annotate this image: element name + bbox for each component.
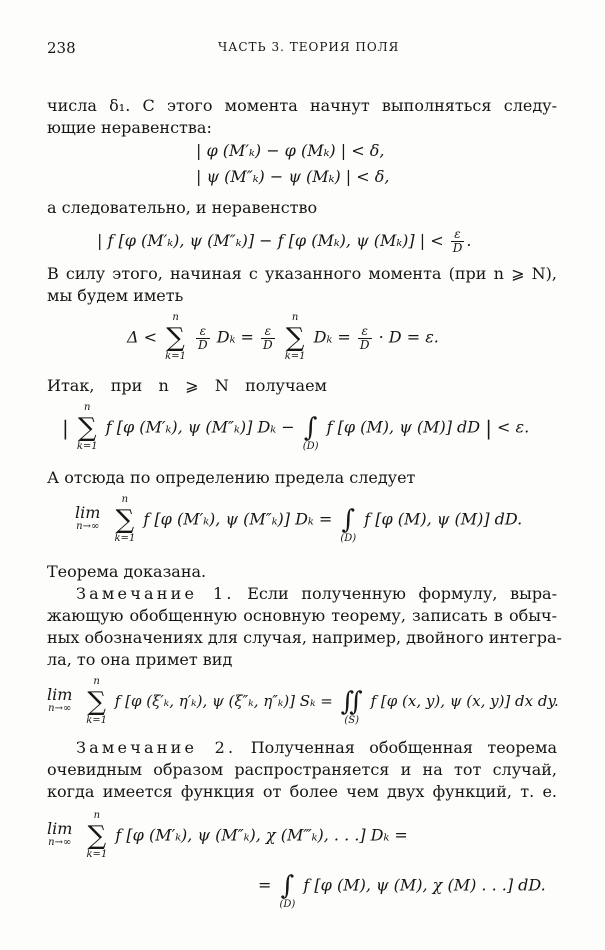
text-line: мы будем иметь: [47, 286, 184, 305]
formula-limit-3: [47, 810, 408, 862]
text-line: а следовательно, и неравенство: [47, 198, 318, 217]
limit-operator: [47, 819, 73, 850]
remark-label: Замечание 1.: [76, 584, 235, 603]
integral-lower: (S): [344, 715, 360, 726]
text-line: ных обозначениях для случая, например, двойного интегра-: [47, 628, 562, 647]
sum-symbol: ∑: [166, 323, 185, 353]
double-integral-operator: [341, 676, 363, 728]
page-number: 238: [47, 39, 76, 57]
text-line: очевидным образом распространяется и на тот случай,: [47, 760, 557, 779]
inequality-psi: | ψ (M″ₖ) − ψ (Mₖ) | < δ,: [196, 167, 390, 186]
sum-operator: [115, 494, 136, 546]
integral-symbol: ∫: [280, 871, 295, 901]
sum-lower: k=1: [284, 351, 306, 362]
formula-limit-1: [75, 494, 522, 546]
limit-body: f [φ (ξ′ₖ, η′ₖ), ψ (ξ″ₖ, η″ₖ)] Sₖ =: [114, 692, 333, 710]
running-title: ЧАСТЬ 3. ТЕОРИЯ ПОЛЯ: [218, 40, 400, 54]
sum-operator: [285, 312, 306, 364]
integral-lower: (D): [340, 533, 357, 544]
limit-body: f [φ (M′ₖ), ψ (M″ₖ), χ (M‴ₖ), . . .] Dₖ =: [115, 825, 408, 845]
numerator: ε: [196, 325, 210, 339]
inequality-f-body: | f [φ (M′ₖ), ψ (M″ₖ)] − f [φ (Mₖ), ψ (Mₖ)] | <: [97, 231, 444, 250]
fraction-eps-over-D: [196, 325, 210, 352]
text-line: ющие неравенства:: [47, 118, 212, 137]
text-line: Итак, при n ⩾ N получаем: [47, 376, 327, 395]
remark-text: Полученная обобщенная теорема: [250, 738, 558, 757]
lim-sub: n→∞: [48, 703, 72, 714]
formula-delta-sum: [127, 312, 439, 364]
sum-symbol: ∑: [87, 687, 106, 717]
fraction-eps-over-D: [358, 325, 372, 352]
denominator: D: [359, 337, 370, 352]
sum-upper: n: [172, 312, 179, 323]
text-line: жающую обобщенную основную теорему, записать в обыч-: [47, 606, 557, 625]
lim-word: lim: [47, 685, 73, 704]
integral-lower: (D): [279, 899, 296, 910]
equals-sign: =: [258, 875, 272, 895]
page-header: [0, 39, 605, 59]
remark-label: Замечание 2.: [76, 738, 237, 757]
abs-bar: |: [485, 416, 492, 440]
sum-lower: k=1: [114, 533, 136, 544]
term-Dk: Dₖ =: [313, 327, 351, 347]
fraction-eps-over-D: [261, 325, 275, 352]
limit-rhs: f [φ (M), ψ (M), χ (M) . . .] dD.: [303, 875, 546, 895]
sum-upper: n: [93, 810, 101, 821]
lim-word: lim: [75, 503, 101, 522]
sum-upper: n: [84, 402, 91, 413]
text-line: А отсюда по определению предела следует: [47, 468, 416, 487]
numerator: ε: [451, 228, 465, 242]
fraction-eps-over-D: [451, 228, 465, 255]
sum-symbol: ∑: [77, 413, 97, 443]
remark-text: Если полученную формулу, выра-: [247, 584, 558, 603]
delta-lt: Δ <: [127, 327, 158, 347]
limit-body: f [φ (M′ₖ), ψ (M″ₖ)] Dₖ =: [143, 509, 333, 529]
sum-symbol: ∑: [285, 323, 305, 353]
sum-upper: n: [93, 676, 100, 687]
text-line: Теорема доказана.: [47, 562, 207, 581]
sum-operator: [86, 676, 107, 728]
term-Dk: Dₖ =: [216, 327, 254, 347]
inequality-f: | f [φ (M′ₖ), ψ (M″ₖ)] − f [φ (Mₖ), ψ (Mₖ)] | < $\frac{\varepsilon}{D}$ .: [97, 227, 472, 255]
formula-sum-minus-integral: [62, 402, 529, 454]
integral-operator: [303, 402, 319, 454]
text-line: [76, 738, 557, 758]
integral-operator: [280, 860, 296, 912]
lim-word: lim: [47, 819, 73, 838]
sum-symbol: ∑: [87, 821, 107, 851]
text-line: ла, то она примет вид: [47, 650, 233, 669]
inequality-phi: | φ (M′ₖ) − φ (Mₖ) | < δ,: [196, 141, 385, 160]
abs-bar: |: [62, 416, 69, 440]
formula-limit-2: [47, 676, 559, 728]
lim-sub: n→∞: [48, 837, 72, 848]
limit-operator: [75, 503, 101, 534]
term-dot-D: · D = ε.: [378, 327, 439, 347]
integral-body: f [φ (M), ψ (M)] dD: [326, 417, 481, 437]
sum-operator: [77, 402, 98, 454]
limit-rhs: f [φ (x, y), ψ (x, y)] dx dy.: [370, 692, 559, 710]
formula-limit-3-rhs: [258, 860, 546, 912]
limit-rhs: f [φ (M), ψ (M)] dD.: [364, 509, 523, 529]
sum-lower: k=1: [76, 441, 98, 452]
double-integral-symbol: ∬: [340, 687, 363, 717]
integral-symbol: ∫: [303, 413, 318, 443]
lim-sub: n→∞: [76, 521, 100, 532]
text-line: [76, 584, 557, 604]
numerator: ε: [261, 325, 275, 339]
sum-upper: n: [291, 312, 299, 323]
numerator: ε: [358, 325, 372, 339]
limit-operator: [47, 685, 73, 716]
text-line: числа δ₁. С этого момента начнут выполняться следу-: [47, 96, 557, 115]
sum-operator: [165, 312, 186, 364]
sum-body: f [φ (M′ₖ), ψ (M″ₖ)] Dₖ −: [105, 417, 295, 437]
denominator: D: [452, 241, 463, 255]
sum-lower: k=1: [86, 715, 107, 726]
sum-lower: k=1: [165, 351, 186, 362]
denominator: D: [198, 337, 208, 352]
text-line: когда имеется функция от более чем двух функций, т. е.: [47, 782, 557, 801]
sum-lower: k=1: [86, 849, 108, 860]
lt-eps: < ε.: [497, 417, 530, 437]
denominator: D: [263, 337, 273, 352]
integral-lower: (D): [302, 441, 319, 452]
sum-operator: [87, 810, 108, 862]
text-line: В силу этого, начиная с указанного момента (при n ⩾ N),: [47, 264, 557, 283]
integral-symbol: ∫: [341, 505, 356, 535]
sum-upper: n: [121, 494, 129, 505]
integral-operator: [340, 494, 356, 546]
sum-symbol: ∑: [115, 505, 135, 535]
